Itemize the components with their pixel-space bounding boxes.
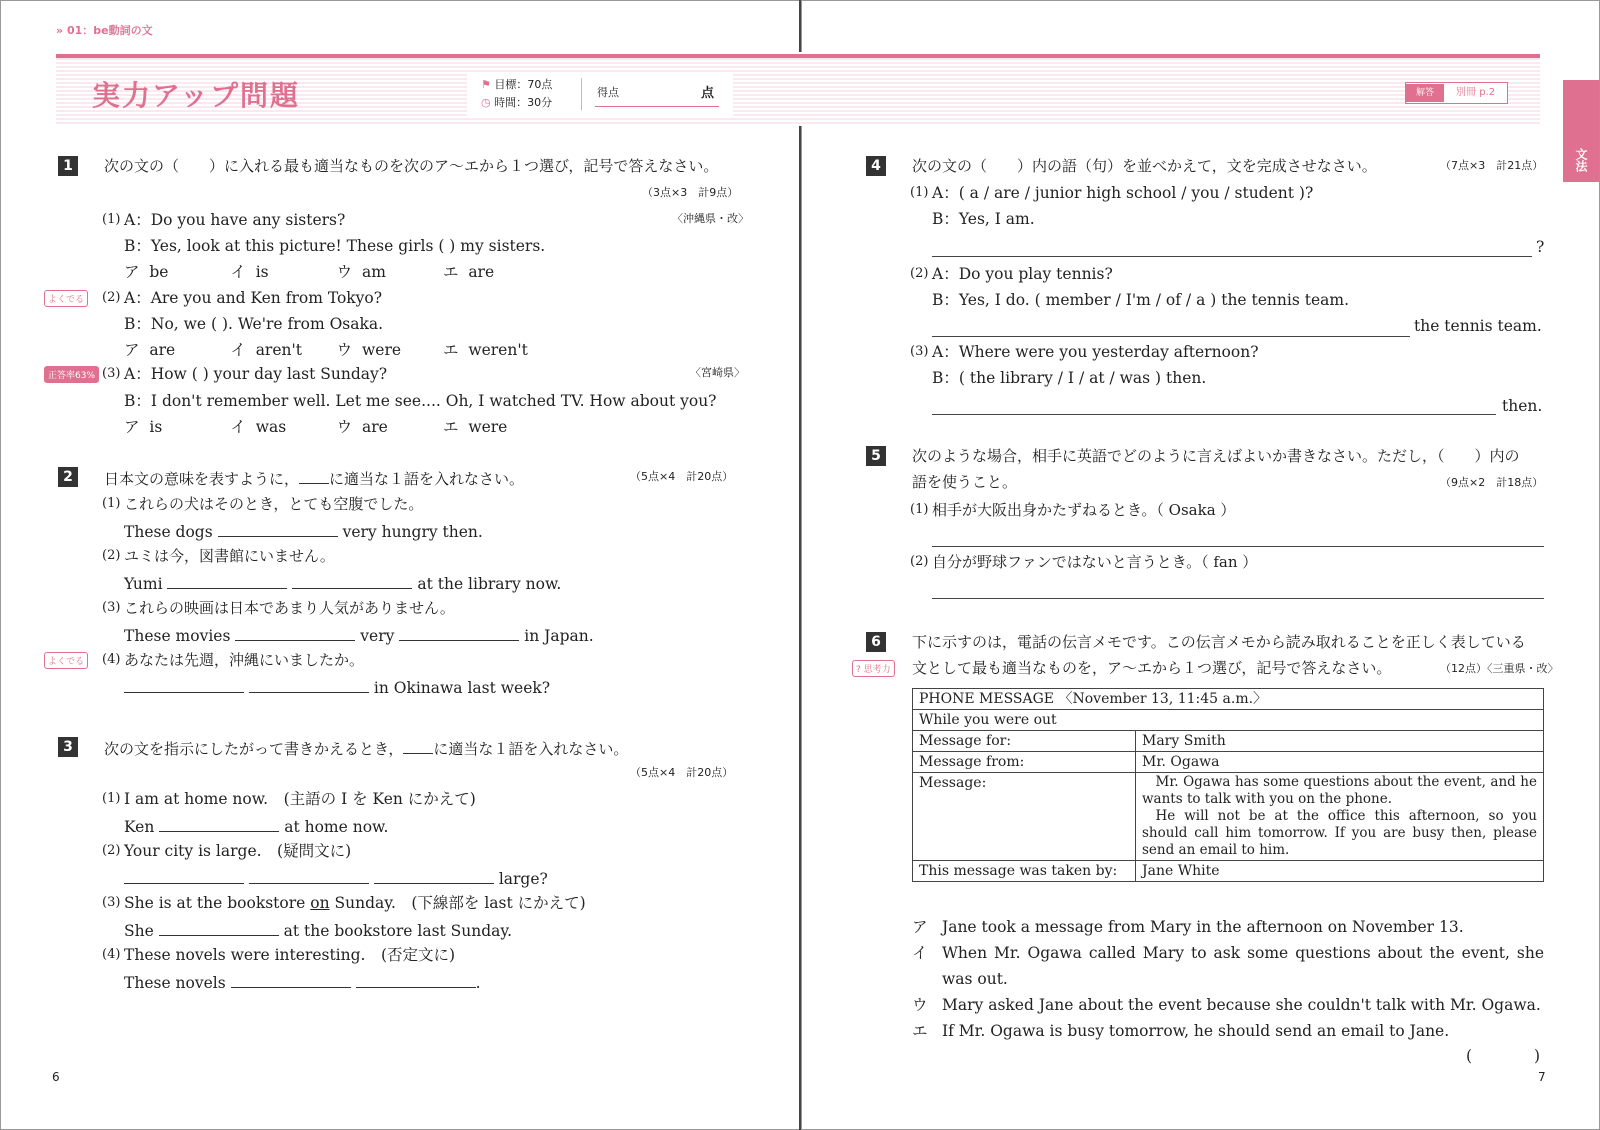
- answer-line[interactable]: [932, 256, 1532, 257]
- q1-3-number: (3): [102, 366, 121, 381]
- correct-rate-badge: 正答率63%: [44, 366, 99, 383]
- q5-1-text: 相手が大阪出身かたずねるとき。（ Osaka ）: [932, 501, 1236, 519]
- yokuderu-badge: よくでる: [44, 290, 88, 307]
- q3-1-sentence: I am at home now. (主語の I を Ken にかえて): [124, 790, 476, 808]
- phone-message-memo: [912, 688, 1544, 882]
- score-unit: 点: [701, 86, 715, 101]
- goal-label: 目標：70点: [494, 78, 553, 91]
- q4-points: （7点×3 計21点）: [1440, 159, 1544, 172]
- q5-number: 5: [866, 446, 886, 466]
- q2-2-number: (2): [102, 548, 121, 563]
- q6-answer-box[interactable]: ( ): [1466, 1047, 1541, 1065]
- answer-blank[interactable]: [249, 867, 369, 884]
- answer-line[interactable]: [932, 414, 1496, 415]
- q4-3-line-b: B：( the library / I / at / was ) then.: [932, 369, 1207, 387]
- memo-for-value: Mary Smith: [1136, 731, 1544, 752]
- time-label: 時間：30分: [494, 96, 553, 109]
- q3-3-sentence: She is at the bookstore on Sunday. (下線部を last にかえて): [124, 894, 586, 912]
- answer-blank[interactable]: [124, 867, 244, 884]
- flag-icon: ⚑: [481, 78, 491, 91]
- answer-blank[interactable]: [249, 676, 369, 693]
- q5-1-number: (1): [910, 502, 929, 517]
- side-tab[interactable]: 文法: [1563, 80, 1599, 182]
- q3-instruction: 次の文を指示にしたがって書きかえるとき， に適当な１語を入れなさい。: [104, 737, 628, 759]
- memo-header: PHONE MESSAGE 〈November 13, 11:45 a.m.〉: [913, 689, 1544, 710]
- spine-divider: [799, 0, 801, 1130]
- q2-4-jp: あなたは先週，沖縄にいましたか。: [124, 651, 365, 669]
- q4-2-line-a: A：Do you play tennis?: [932, 265, 1113, 283]
- q4-1-line-a: A：( a / are / junior high school / you / student )?: [932, 184, 1314, 202]
- q1-3-source: 〈宮崎県〉: [690, 366, 745, 379]
- page-number-left: 6: [52, 1070, 60, 1084]
- chevron-double-icon: »: [56, 24, 67, 37]
- shikoryoku-badge: ? 思考力: [852, 660, 895, 677]
- q2-4-answer: in Okinawa last week?: [124, 676, 550, 698]
- answer-blank[interactable]: [167, 572, 287, 589]
- memo-for-label: Message for:: [913, 731, 1136, 752]
- q1-1-line-a: A：Do you have any sisters?: [124, 211, 346, 229]
- q2-1-answer: These dogs very hungry then.: [124, 520, 483, 542]
- q6-number: 6: [866, 632, 886, 652]
- q1-2-choices: ア are イ aren't ウ were エ weren't: [124, 341, 528, 359]
- answer-blank[interactable]: [159, 815, 279, 832]
- answer-blank[interactable]: [374, 867, 494, 884]
- question-icon: ?: [856, 665, 861, 675]
- q4-number: 4: [866, 156, 886, 176]
- q6-instruction-2: 文として最も適当なものを，ア～エから１つ選び，記号で答えなさい。: [912, 659, 1392, 677]
- q2-2-jp: ユミは今，図書館にいません。: [124, 547, 335, 565]
- memo-message-body: Mr. Ogawa has some questions about the event, and he wants to talk with you on the phone. He will not be at the office this afternoon, so you should call him tomorrow. If you are busy then, please send an email to him.: [1136, 773, 1544, 861]
- q2-1-jp: これらの犬はそのとき，とても空腹でした。: [124, 495, 424, 513]
- answer-blank[interactable]: [235, 624, 355, 641]
- score-underline: [595, 106, 719, 107]
- q3-2-number: (2): [102, 843, 121, 858]
- clock-icon: ◷: [481, 96, 491, 109]
- memo-taken-by-label: This message was taken by:: [913, 861, 1136, 882]
- answer-page: 別冊 p.2: [1456, 87, 1496, 98]
- q4-3-line-a: A：Where were you yesterday afternoon?: [932, 343, 1259, 361]
- q3-3-answer: She at the bookstore last Sunday.: [124, 919, 512, 941]
- q2-3-number: (3): [102, 600, 121, 615]
- answer-label: 解答: [1406, 84, 1444, 102]
- q1-points: （3点×3 計9点）: [642, 186, 739, 199]
- q1-3-line-b: B：I don't remember well. Let me see.... Oh, I watched TV. How about you?: [124, 392, 717, 410]
- q3-4-answer: These novels .: [124, 971, 481, 993]
- score-label: 得点: [597, 86, 619, 99]
- q3-4-number: (4): [102, 947, 121, 962]
- q1-2-line-b: B：No, we ( ). We're from Osaka.: [124, 315, 384, 333]
- q2-3-jp: これらの映画は日本であまり人気がありません。: [124, 599, 455, 617]
- q4-instruction: 次の文の（ ）内の語（句）を並べかえて，文を完成させなさい。: [912, 157, 1377, 175]
- q1-2-line-a: A：Are you and Ken from Tokyo?: [124, 289, 383, 307]
- answer-line[interactable]: [932, 598, 1544, 599]
- choice-item: ア Jane took a message from Mary in the afternoon on November 13.: [912, 918, 1464, 936]
- q1-instruction: 次の文の（ ）に入れる最も適当なものを次のア～エから１つ選び，記号で答えなさい。: [104, 157, 719, 175]
- page-number-right: 7: [1538, 1070, 1546, 1084]
- q2-4-number: (4): [102, 652, 121, 667]
- q1-3-choices: ア is イ was ウ are エ were: [124, 418, 508, 436]
- q1-1-line-b: B：Yes, look at this picture! These girls ( ) my sisters.: [124, 237, 546, 255]
- header-rule: [56, 54, 1540, 58]
- q2-2-answer: Yumi at the library now.: [124, 572, 561, 594]
- answer-blank[interactable]: [231, 971, 351, 988]
- q4-2-number: (2): [910, 266, 929, 281]
- q2-3-answer: These movies very in Japan.: [124, 624, 594, 646]
- q4-1-end: ?: [1536, 238, 1545, 256]
- q2-instruction: 日本文の意味を表すように， に適当な１語を入れなさい。: [104, 467, 524, 489]
- q5-instruction-1: 次のような場合，相手に英語でどのように言えばよいか書きなさい。ただし，（ ）内の: [912, 447, 1520, 465]
- goal-box: [467, 72, 733, 116]
- q1-number: 1: [58, 156, 78, 176]
- memo-subheader: While you were out: [913, 710, 1544, 731]
- q3-4-sentence: These novels were interesting. (否定文に): [124, 946, 456, 964]
- answer-blank[interactable]: [356, 971, 476, 988]
- answer-line[interactable]: [932, 336, 1410, 337]
- answer-blank[interactable]: [218, 520, 338, 537]
- q3-number: 3: [58, 737, 78, 757]
- q1-1-source: 〈沖縄県・改〉: [672, 212, 749, 225]
- q1-1-number: (1): [102, 212, 121, 227]
- memo-taken-by-value: Jane White: [1136, 861, 1544, 882]
- q5-2-number: (2): [910, 554, 929, 569]
- q5-instruction-2: 語を使うこと。: [912, 473, 1018, 491]
- q4-2-line-b: B：Yes, I do. ( member / I'm / of / a ) the tennis team.: [932, 291, 1349, 309]
- answer-blank[interactable]: [399, 624, 519, 641]
- answer-line[interactable]: [932, 546, 1544, 547]
- answer-blank[interactable]: [124, 676, 244, 693]
- q3-points: （5点×4 計20点）: [630, 766, 734, 779]
- q6-instruction-1: 下に示すのは，電話の伝言メモです。この伝言メモから読み取れることを正しく表している: [912, 633, 1526, 651]
- memo-from-label: Message from:: [913, 752, 1136, 773]
- q3-2-sentence: Your city is large. (疑問文に): [124, 842, 352, 860]
- q6-points: （12点）〈三重県・改〉: [1440, 662, 1559, 675]
- q4-1-number: (1): [910, 185, 929, 200]
- q1-1-choices: ア be イ is ウ am エ are: [124, 263, 495, 281]
- choice-item: イ When Mr. Ogawa called Mary to ask some questions about the event, she was out.: [912, 944, 1544, 988]
- q4-1-line-b: B：Yes, I am.: [932, 210, 1035, 228]
- choice-item: エ If Mr. Ogawa is busy tomorrow, he should send an email to Jane.: [912, 1022, 1450, 1040]
- q4-3-end: then.: [1502, 397, 1543, 415]
- q3-1-number: (1): [102, 791, 121, 806]
- memo-from-value: Mr. Ogawa: [1136, 752, 1544, 773]
- breadcrumb: » 01：be動詞の文: [56, 24, 153, 37]
- q5-points: （9点×2 計18点）: [1440, 476, 1544, 489]
- memo-message-label: Message:: [913, 773, 1136, 861]
- answer-blank[interactable]: [292, 572, 412, 589]
- q4-3-number: (3): [910, 344, 929, 359]
- choice-item: ウ Mary asked Jane about the event because she couldn't talk with Mr. Ogawa.: [912, 996, 1541, 1014]
- page-title: 実力アップ問題: [92, 79, 301, 112]
- answer-ref[interactable]: [1405, 82, 1508, 104]
- q2-points: （5点×4 計20点）: [630, 470, 734, 483]
- q3-3-number: (3): [102, 895, 121, 910]
- q3-1-answer: Ken at home now.: [124, 815, 388, 837]
- q3-2-answer: large?: [124, 867, 548, 889]
- q5-2-text: 自分が野球ファンではないと言うとき。（ fan ）: [932, 553, 1258, 571]
- q2-number: 2: [58, 467, 78, 487]
- yokuderu-badge: よくでる: [44, 652, 88, 669]
- answer-blank[interactable]: [159, 919, 279, 936]
- q1-3-line-a: A：How ( ) your day last Sunday?: [124, 365, 388, 383]
- q2-1-number: (1): [102, 496, 121, 511]
- q1-2-number: (2): [102, 290, 121, 305]
- q6-choices: [912, 914, 1544, 1044]
- q4-2-end: the tennis team.: [1414, 317, 1542, 335]
